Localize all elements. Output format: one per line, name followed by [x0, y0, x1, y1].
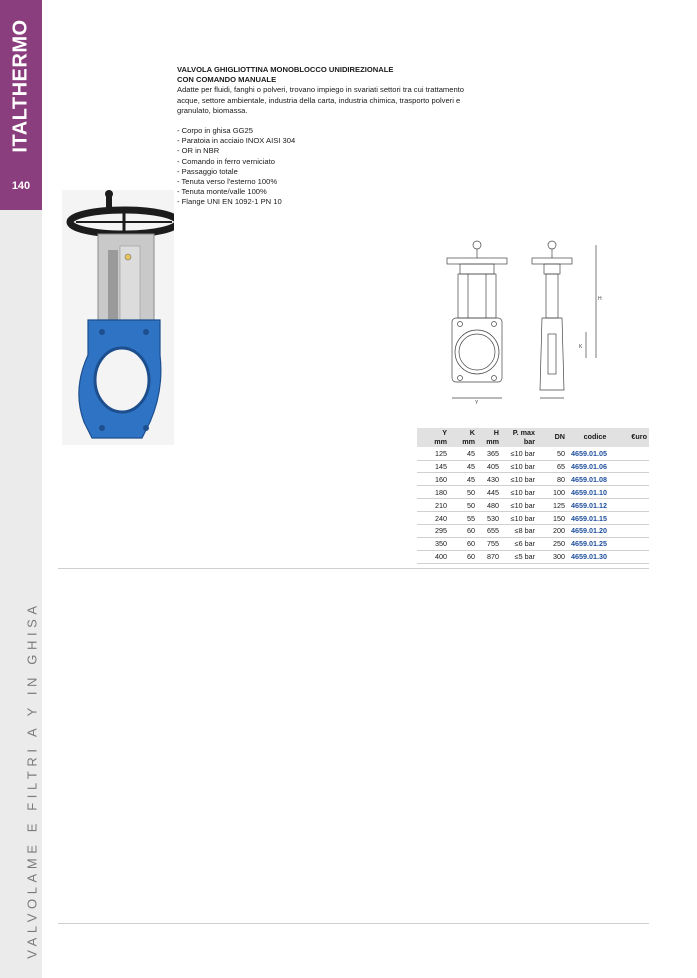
table-row: [417, 537, 649, 550]
cell-y: 145: [417, 460, 449, 473]
table-row: [417, 550, 649, 563]
table-row: [417, 473, 649, 486]
cell-h: 365: [477, 447, 501, 460]
cell-h: 480: [477, 499, 501, 512]
header-k: K mm: [449, 428, 477, 447]
cell-euro: [623, 512, 649, 525]
product-description: Adatte per fluidi, fanghi o polveri, trovano impiego in svariati settori tra cui trattamento acque, settore ambientale, industria della carta, industria chimica, trasporto polveri e granulato, biomassa.: [177, 85, 465, 115]
product-title-line2: CON COMANDO MANUALE: [177, 75, 277, 85]
feature-item: - Corpo in ghisa GG25: [177, 126, 253, 136]
cell-euro: [623, 525, 649, 538]
drawing-label-k: K: [579, 344, 583, 350]
feature-item: - Paratoia in acciaio INOX AISI 304: [177, 136, 296, 146]
feature-item: - Passaggio totale: [177, 166, 238, 176]
feature-item: - Comando in ferro verniciato: [177, 156, 275, 166]
product-title-line1: VALVOLA GHIGLIOTTINA MONOBLOCCO UNIDIREZIONALE: [177, 65, 394, 74]
cell-codice: 4659.01.15: [567, 512, 623, 525]
technical-drawing: [430, 240, 612, 405]
table-row: [417, 460, 649, 473]
divider-bottom: [58, 923, 649, 924]
cell-h: 405: [477, 460, 501, 473]
cell-pmax: ≤6 bar: [501, 537, 537, 550]
cell-dn: 65: [537, 460, 567, 473]
header-h: H mm: [477, 428, 501, 447]
cell-pmax: ≤10 bar: [501, 473, 537, 486]
sidebar: [0, 0, 42, 978]
brand-logo-text: ITALTHERMO: [9, 19, 32, 153]
cell-codice: 4659.01.20: [567, 525, 623, 538]
cell-euro: [623, 447, 649, 460]
cell-pmax: ≤10 bar: [501, 512, 537, 525]
cell-k: 55: [449, 512, 477, 525]
cell-dn: 250: [537, 537, 567, 550]
cell-euro: [623, 550, 649, 563]
feature-list: [177, 126, 477, 208]
cell-k: 50: [449, 499, 477, 512]
cell-dn: 200: [537, 525, 567, 538]
cell-h: 870: [477, 550, 501, 563]
cell-y: 210: [417, 499, 449, 512]
feature-item: - Tenuta verso l'esterno 100%: [177, 177, 278, 187]
table-header-row: [417, 428, 649, 447]
page-number: 140: [11, 180, 31, 192]
cell-euro: [623, 473, 649, 486]
cell-h: 755: [477, 537, 501, 550]
brand-block: [0, 0, 42, 210]
feature-item: - Flange UNI EN 1092-1 PN 10: [177, 197, 282, 207]
feature-item: - Tenuta monte/valle 100%: [177, 187, 267, 197]
cell-dn: 125: [537, 499, 567, 512]
cell-y: 400: [417, 550, 449, 563]
cell-codice: 4659.01.06: [567, 460, 623, 473]
cell-euro: [623, 499, 649, 512]
cell-dn: 100: [537, 486, 567, 499]
product-photo: [62, 190, 174, 445]
header-dn: DN: [537, 428, 567, 447]
cell-y: 160: [417, 473, 449, 486]
cell-y: 180: [417, 486, 449, 499]
cell-dn: 300: [537, 550, 567, 563]
cell-euro: [623, 537, 649, 550]
cell-y: 240: [417, 512, 449, 525]
header-codice: codice: [567, 428, 623, 447]
drawing-label-y: Y: [475, 400, 479, 405]
cell-h: 530: [477, 512, 501, 525]
cell-k: 60: [449, 525, 477, 538]
cell-codice: 4659.01.08: [567, 473, 623, 486]
header-pmax: P. max bar: [501, 428, 537, 447]
table-row: [417, 486, 649, 499]
cell-h: 445: [477, 486, 501, 499]
cell-k: 45: [449, 447, 477, 460]
section-title: VALVOLAME E FILTRI A Y IN GHISA: [24, 601, 40, 959]
cell-codice: 4659.01.30: [567, 550, 623, 563]
cell-dn: 50: [537, 447, 567, 460]
cell-y: 350: [417, 537, 449, 550]
cell-dn: 150: [537, 512, 567, 525]
table-row: [417, 447, 649, 460]
cell-dn: 80: [537, 473, 567, 486]
table-row: [417, 512, 649, 525]
spec-table: [417, 428, 649, 564]
cell-pmax: ≤8 bar: [501, 525, 537, 538]
header-euro: €uro: [623, 428, 649, 447]
cell-pmax: ≤5 bar: [501, 550, 537, 563]
cell-k: 45: [449, 460, 477, 473]
header-y: Y mm: [417, 428, 449, 447]
cell-codice: 4659.01.25: [567, 537, 623, 550]
cell-k: 50: [449, 486, 477, 499]
cell-pmax: ≤10 bar: [501, 486, 537, 499]
cell-pmax: ≤10 bar: [501, 447, 537, 460]
divider-top: [58, 568, 649, 569]
cell-codice: 4659.01.12: [567, 499, 623, 512]
feature-item: - OR in NBR: [177, 146, 220, 156]
cell-euro: [623, 486, 649, 499]
cell-k: 60: [449, 537, 477, 550]
cell-euro: [623, 460, 649, 473]
cell-k: 45: [449, 473, 477, 486]
cell-pmax: ≤10 bar: [501, 499, 537, 512]
cell-y: 125: [417, 447, 449, 460]
cell-h: 430: [477, 473, 501, 486]
cell-y: 295: [417, 525, 449, 538]
drawing-label-h: H: [598, 296, 602, 302]
cell-codice: 4659.01.05: [567, 447, 623, 460]
cell-k: 60: [449, 550, 477, 563]
cell-codice: 4659.01.10: [567, 486, 623, 499]
table-body: [417, 447, 649, 563]
table-row: [417, 525, 649, 538]
cell-pmax: ≤10 bar: [501, 460, 537, 473]
product-description-block: [177, 65, 477, 208]
table-row: [417, 499, 649, 512]
cell-h: 655: [477, 525, 501, 538]
